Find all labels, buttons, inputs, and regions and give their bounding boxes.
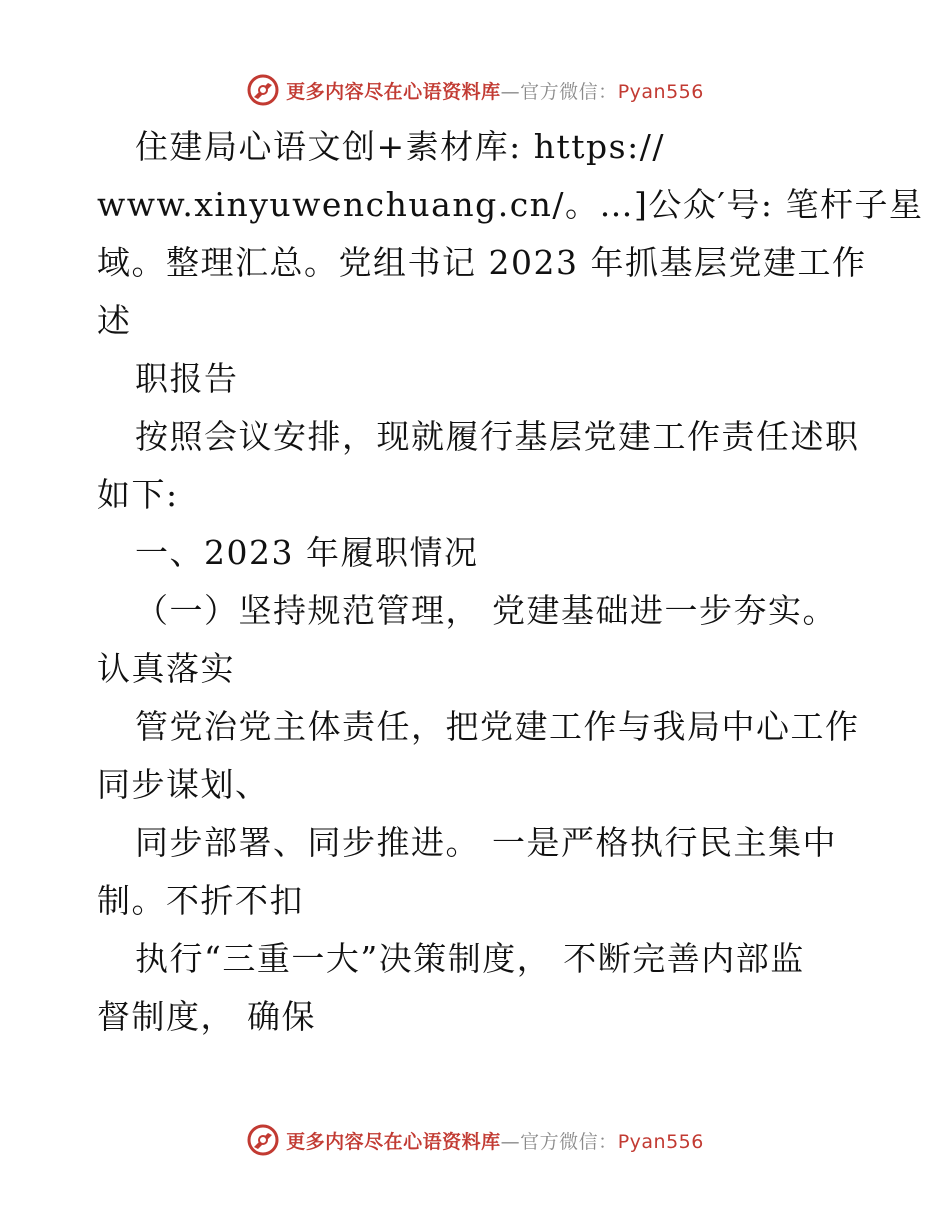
paragraph-line: 域。整理汇总。党组书记 2023 年抓基层党建工作: [97, 243, 867, 282]
header-watermark: [0, 70, 950, 110]
pen-seal-logo-icon: [246, 73, 280, 107]
footer-watermark: [0, 1120, 950, 1160]
paragraph-line: 职报告: [135, 359, 239, 398]
paragraph-line: 执行“三重一大”决策制度， 不断完善内部监: [135, 939, 805, 978]
watermark-main: 更多内容尽在心语资料库: [286, 1130, 501, 1153]
watermark-main: 更多内容尽在心语资料库: [286, 80, 501, 103]
paragraph-line: www.xinyuwenchuang.cn/。…]公众′号: 笔杆子星: [97, 185, 924, 224]
paragraph-line: 认真落实: [97, 649, 235, 688]
paragraph-line: 督制度， 确保: [97, 997, 316, 1036]
paragraph-line: 如下:: [97, 475, 179, 514]
document-body: [97, 118, 924, 1046]
paragraph-line: 按照会议安排，现就履行基层党建工作责任述职: [135, 417, 860, 456]
watermark-sub: —官方微信：: [500, 1130, 618, 1153]
paragraph-line: 述: [97, 301, 132, 340]
paragraph-line: 制。不折不扣: [97, 881, 304, 920]
watermark-id: Pyan556: [617, 80, 704, 103]
pen-seal-logo-icon: [246, 1123, 280, 1157]
paragraph-line: （一）坚持规范管理， 党建基础进一步夯实。: [135, 591, 837, 630]
paragraph-line: 住建局心语文创+素材库: https://: [135, 127, 665, 166]
paragraph-line: 同步部署、同步推进。 一是严格执行民主集中: [135, 823, 837, 862]
watermark-text: [286, 1127, 704, 1154]
watermark-text: [286, 77, 704, 104]
paragraph-line: 同步谋划、: [97, 765, 270, 804]
paragraph-line: 管党治党主体责任，把党建工作与我局中心工作: [135, 707, 860, 746]
watermark-id: Pyan556: [617, 1130, 704, 1153]
watermark-sub: —官方微信：: [500, 80, 618, 103]
paragraph-line: 一、2023 年履职情况: [135, 533, 479, 572]
